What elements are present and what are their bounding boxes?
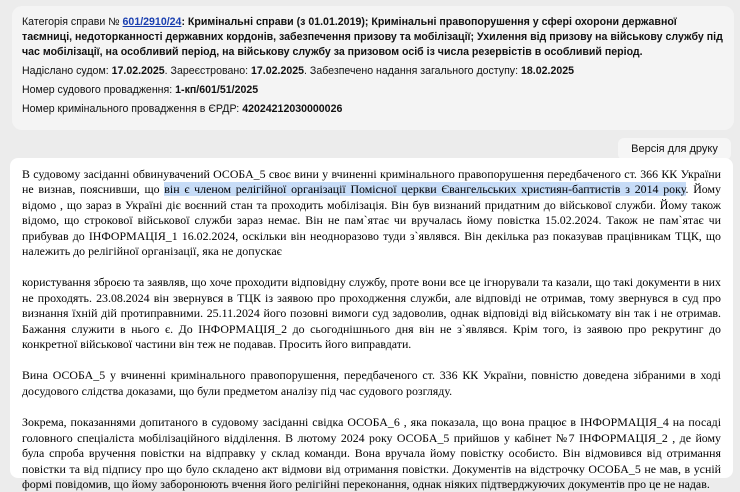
erdr-number: 42024212030000026	[242, 103, 343, 116]
registered-date: 17.02.2025	[251, 64, 305, 77]
category-text: : Кримінальні справи (з 01.01.2019); Кримінальні правопорушення у сфері охорони державної таємниці, недоторканності державних кордонів, забезпечення призову та мобілізації; Ухилення від призову на військову службу під час мобілізації, на особливий період, на військову службу за призовом осіб із числа резервістів в особливий період.	[22, 16, 723, 59]
proceeding-number: 1-кп/601/51/2025	[175, 83, 259, 96]
paragraph-4: Зокрема, показаннями допитаного в судовому засіданні свідка ОСОБА_6 , яка показала, що вона працює в ІНФОРМАЦІЯ_4 на посаді головного спеціаліста мобілізаційного відділення. В лютому 2024 року ОСОБА_5 прийшов у кабінет №7 ІНФОРМАЦІЯ_2 , де йому була спроба вручення повістки на відправку у склад команди. Вона вручала йому повістку особисто. Він відмовився від отримання повістки та від підпису про що було складено акт відмови від отримання повістки. Документів на відстрочку ОСОБА_5 не мав, в усній формі повідомив, що йому заборонюють вчення його релігійні переконання, однак ніяких підтверджуючих документів про це не надав.	[22, 415, 721, 491]
erdr-label: Номер кримінального провадження в ЄРДР:	[22, 103, 240, 116]
sent-date: 17.02.2025	[111, 64, 165, 77]
p1-text-before: В судовому засіданні обвинувачений ОСОБА_5 своє вини у вчиненні кримінального правопорушення передбаченого ст. 366 КК України не визнав, пояснивши, що	[22, 167, 721, 197]
paragraph-2: користування зброєю та заявляв, що хоче проходити відповідну службу, проте вони все це ігнорували та казали, що такі документи в них не проходять. 23.08.2024 він звернувся в ТЦК із заявою про проходження служби, але відповіді не отримав, тому звернувся в суд про визнання їхній дій протиправними. 25.11.2024 його позовні вимоги суд задоволив, однак відповіді від військомату він так і не отримав. Бажання служити в нього є. До ІНФОРМАЦІЯ_2 до сьогоднішнього дня він не з`являвся. Крім того, із заявою про рекрутинг до конкретної військової частини він теж не подавав. Просить його виправдати.	[22, 275, 721, 352]
erdr-row	[22, 102, 724, 117]
dates-row	[22, 64, 724, 79]
case-info-card	[12, 6, 734, 130]
paragraph-1	[22, 167, 721, 259]
document-text	[10, 158, 733, 491]
print-version-button[interactable]: Версія для друку	[618, 138, 731, 160]
registered-label: . Зареєстровано:	[164, 64, 249, 77]
proceeding-row	[22, 83, 724, 98]
category-label: Категорія справи №	[22, 16, 120, 28]
proceeding-label: Номер судового провадження:	[22, 83, 173, 96]
p1-text-after: . Йому відомо , що зараз в Україні діє воєнний стан та проходить мобілізація. Він був визнаний придатним до військової служби. Йому також відомо, що строкової військової служби зараз немає. Він не пам`ятає чи вручалась йому повістка 15.02.2024. Також не пам`ятає чи прибував до ІНФОРМАЦІЯ_1 16.02.2024, оскільки він неодноразово туди з`являвся. Він декілька раз показував працівникам ТЦК, що належить до релігійної організації, яка не допускає	[22, 182, 721, 259]
paragraph-3: Вина ОСОБА_5 у вчиненні кримінального правопорушення, передбаченого ст. 336 КК України, повністю доведена зібраними в ході досудового слідства доказами, що були предметом аналізу під час судового розгляду.	[22, 368, 721, 398]
access-date: 18.02.2025	[521, 64, 575, 77]
access-label: . Забезпечено надання загального доступу:	[304, 64, 519, 77]
case-number-link[interactable]: 601/2910/24	[122, 16, 182, 28]
selected-text: він є членом релігійної організації Помісної церкви Євангельських християн-баптистів з 2014 року	[164, 182, 686, 197]
case-category	[22, 15, 724, 61]
sent-label: Надіслано судом:	[22, 64, 109, 77]
